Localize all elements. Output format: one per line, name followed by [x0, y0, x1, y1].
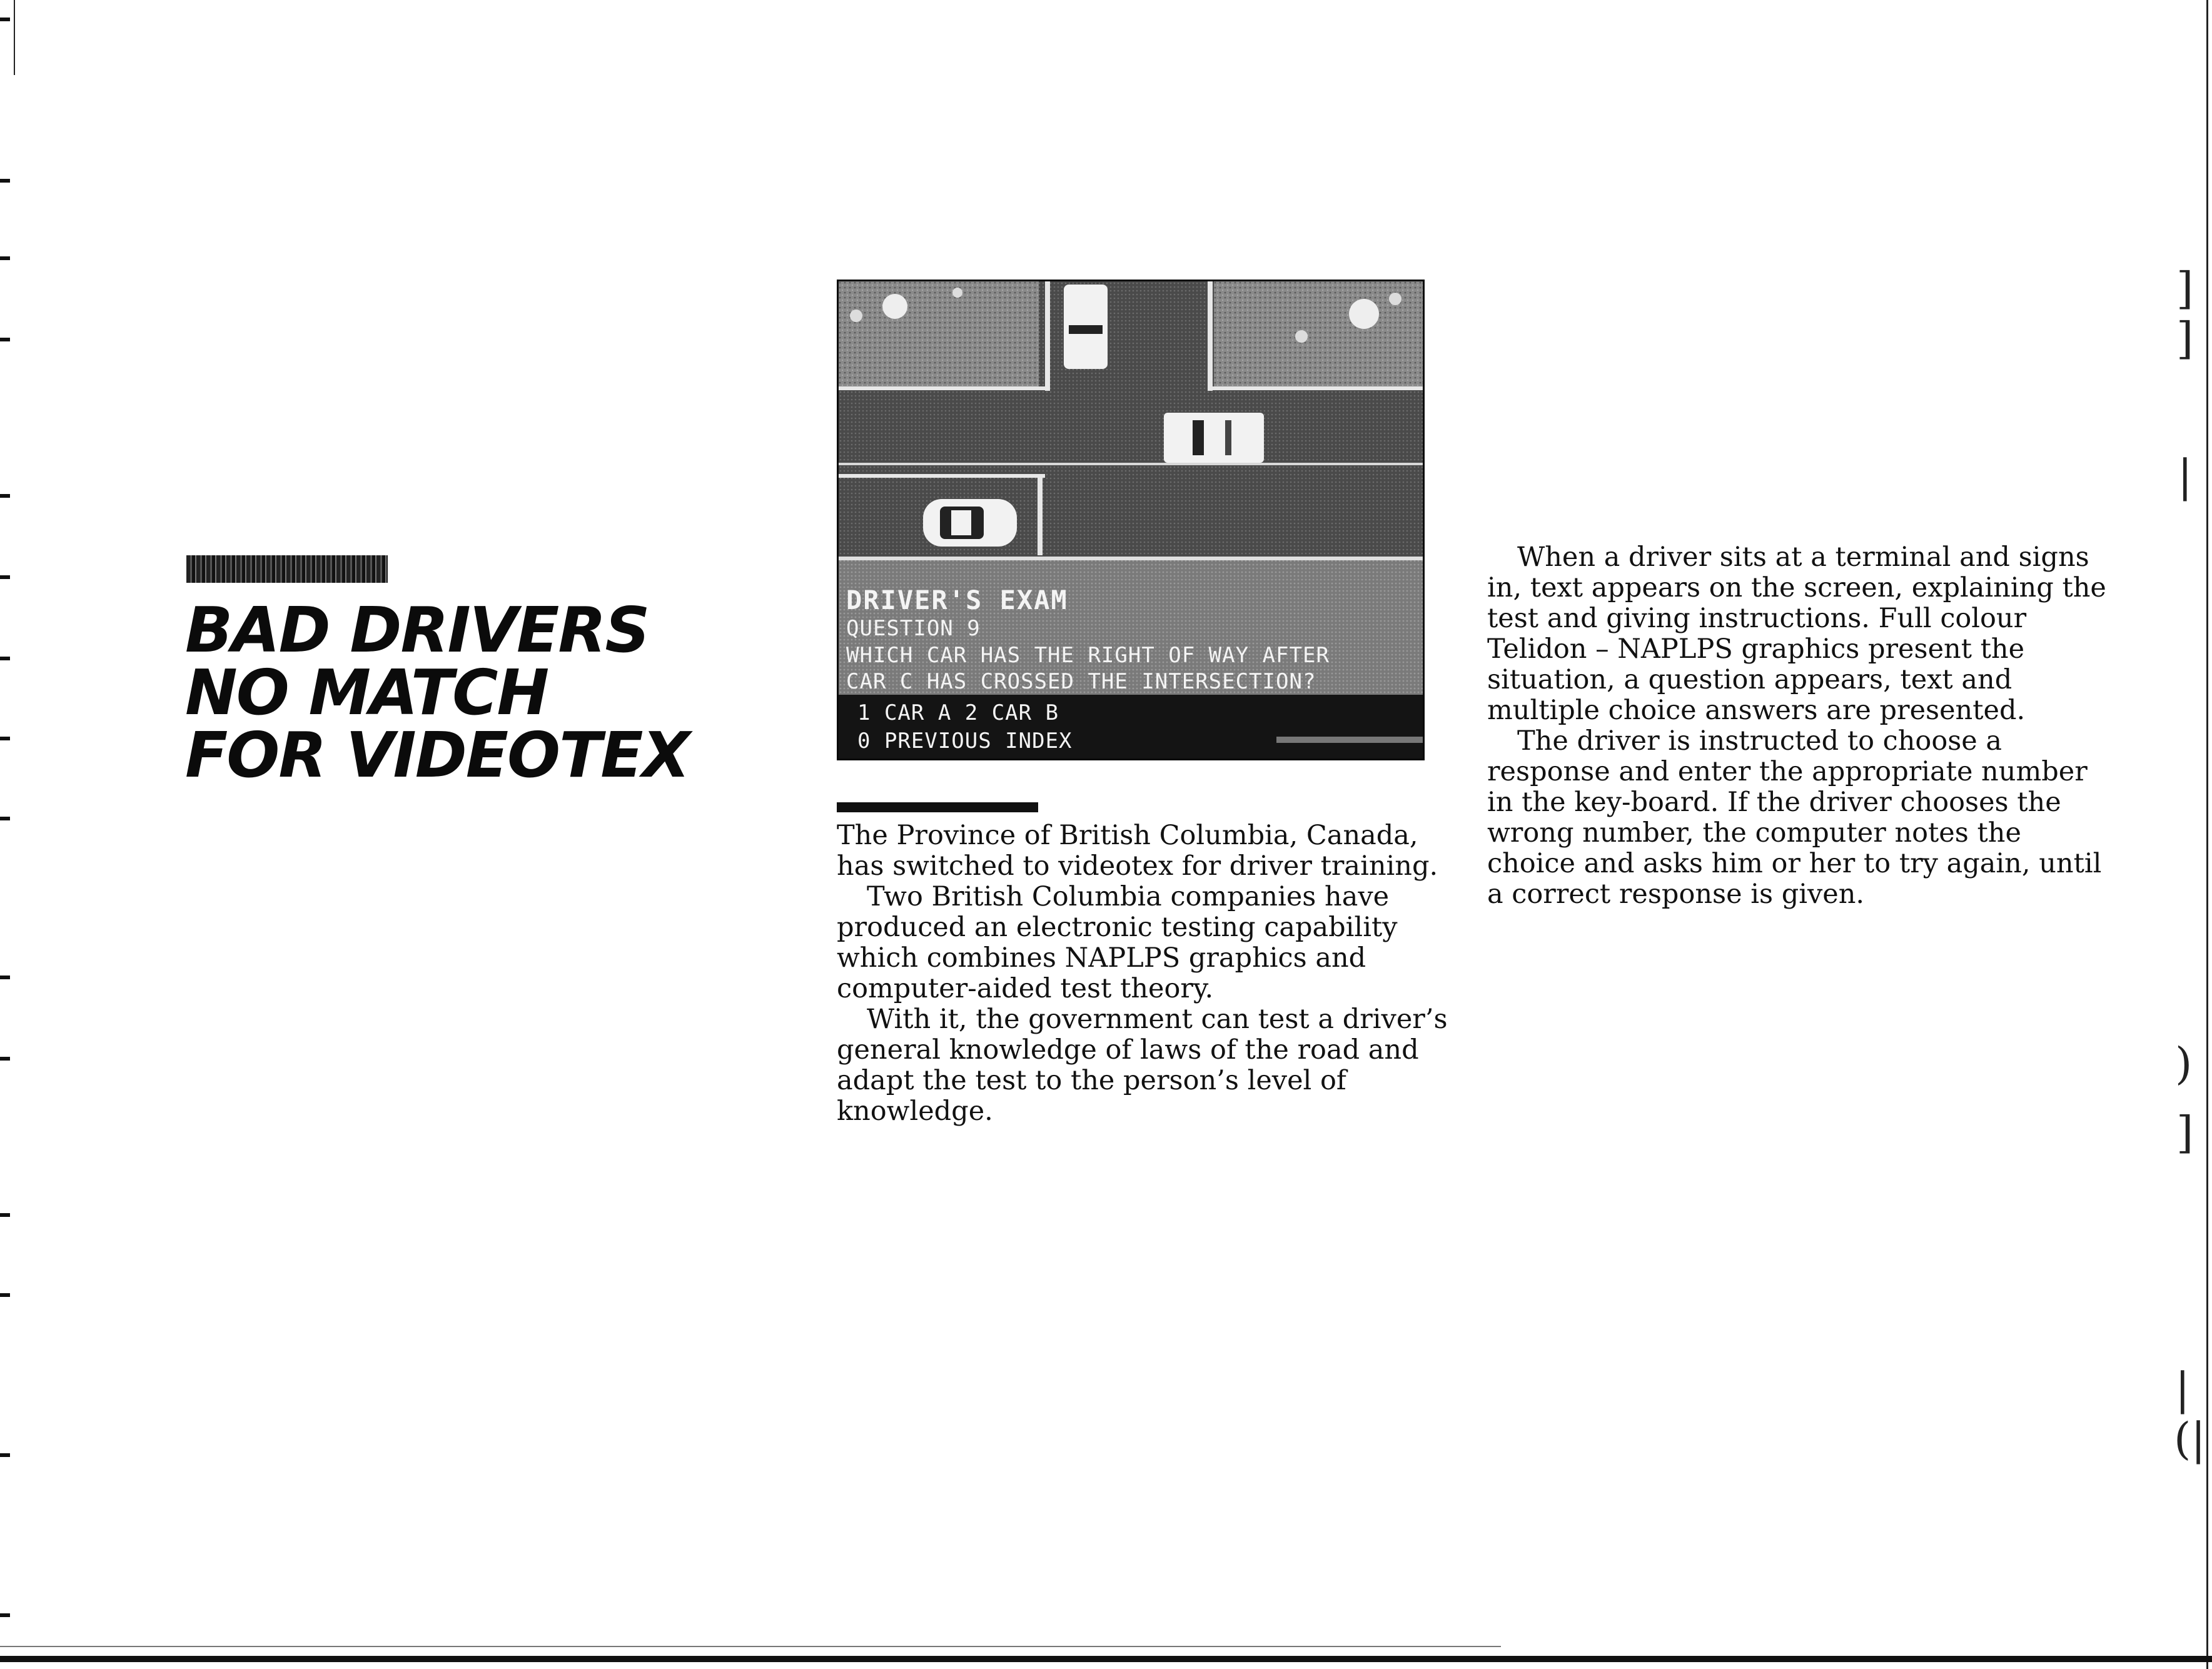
bottom-page-edge	[0, 1656, 2212, 1662]
headline-line: FOR VIDEOTEX	[185, 719, 689, 792]
paragraph: When a driver sits at a terminal and signs in, text appears on the screen, explaining the test and giving instructions. Full colour Telidon – NAPLPS graphics present the situation, a question appears, text and multiple choice answers are presented.	[1487, 542, 2106, 726]
paragraph: With it, the government can test a driver’s general knowledge of laws of the road and adapt the test to the person’s level of knowledge.	[837, 1004, 1448, 1127]
column-rule-bar	[837, 802, 1038, 812]
body-column-2	[1487, 542, 2106, 910]
screen-question-number: QUESTION 9	[846, 616, 981, 641]
screen-title: DRIVER'S EXAM	[846, 585, 1068, 615]
screen-question-line: CAR C HAS CROSSED THE INTERSECTION?	[846, 669, 1316, 694]
binding-marks	[0, 0, 19, 1669]
headline	[185, 593, 748, 792]
body-column-1	[837, 820, 1456, 1127]
paragraph: The Province of British Columbia, Canada, has switched to videotex for driver training.	[837, 820, 1438, 882]
section-kicker-bar	[186, 555, 388, 583]
headline-line: BAD DRIVERS	[185, 593, 649, 667]
screen-previous-index: 0 PREVIOUS INDEX	[857, 729, 1073, 754]
telidon-screen-photo	[837, 280, 1425, 760]
screen-question-line: WHICH CAR HAS THE RIGHT OF WAY AFTER	[846, 643, 1330, 668]
paragraph: Two British Columbia companies have produced an electronic testing capability which combines NAPLPS graphics and computer-aided test theory.	[837, 881, 1398, 1004]
scan-edge-right	[2206, 0, 2208, 1669]
bottom-thin-rule	[0, 1646, 1501, 1647]
headline-line: NO MATCH	[185, 656, 548, 729]
screen-answer-options: 1 CAR A 2 CAR B	[857, 700, 1059, 725]
paragraph: The driver is instructed to choose a response and enter the appropriate number in the key-board. If the driver chooses the wrong number, the computer notes the choice and asks him or her to try again, until a correct response is given.	[1487, 725, 2102, 910]
